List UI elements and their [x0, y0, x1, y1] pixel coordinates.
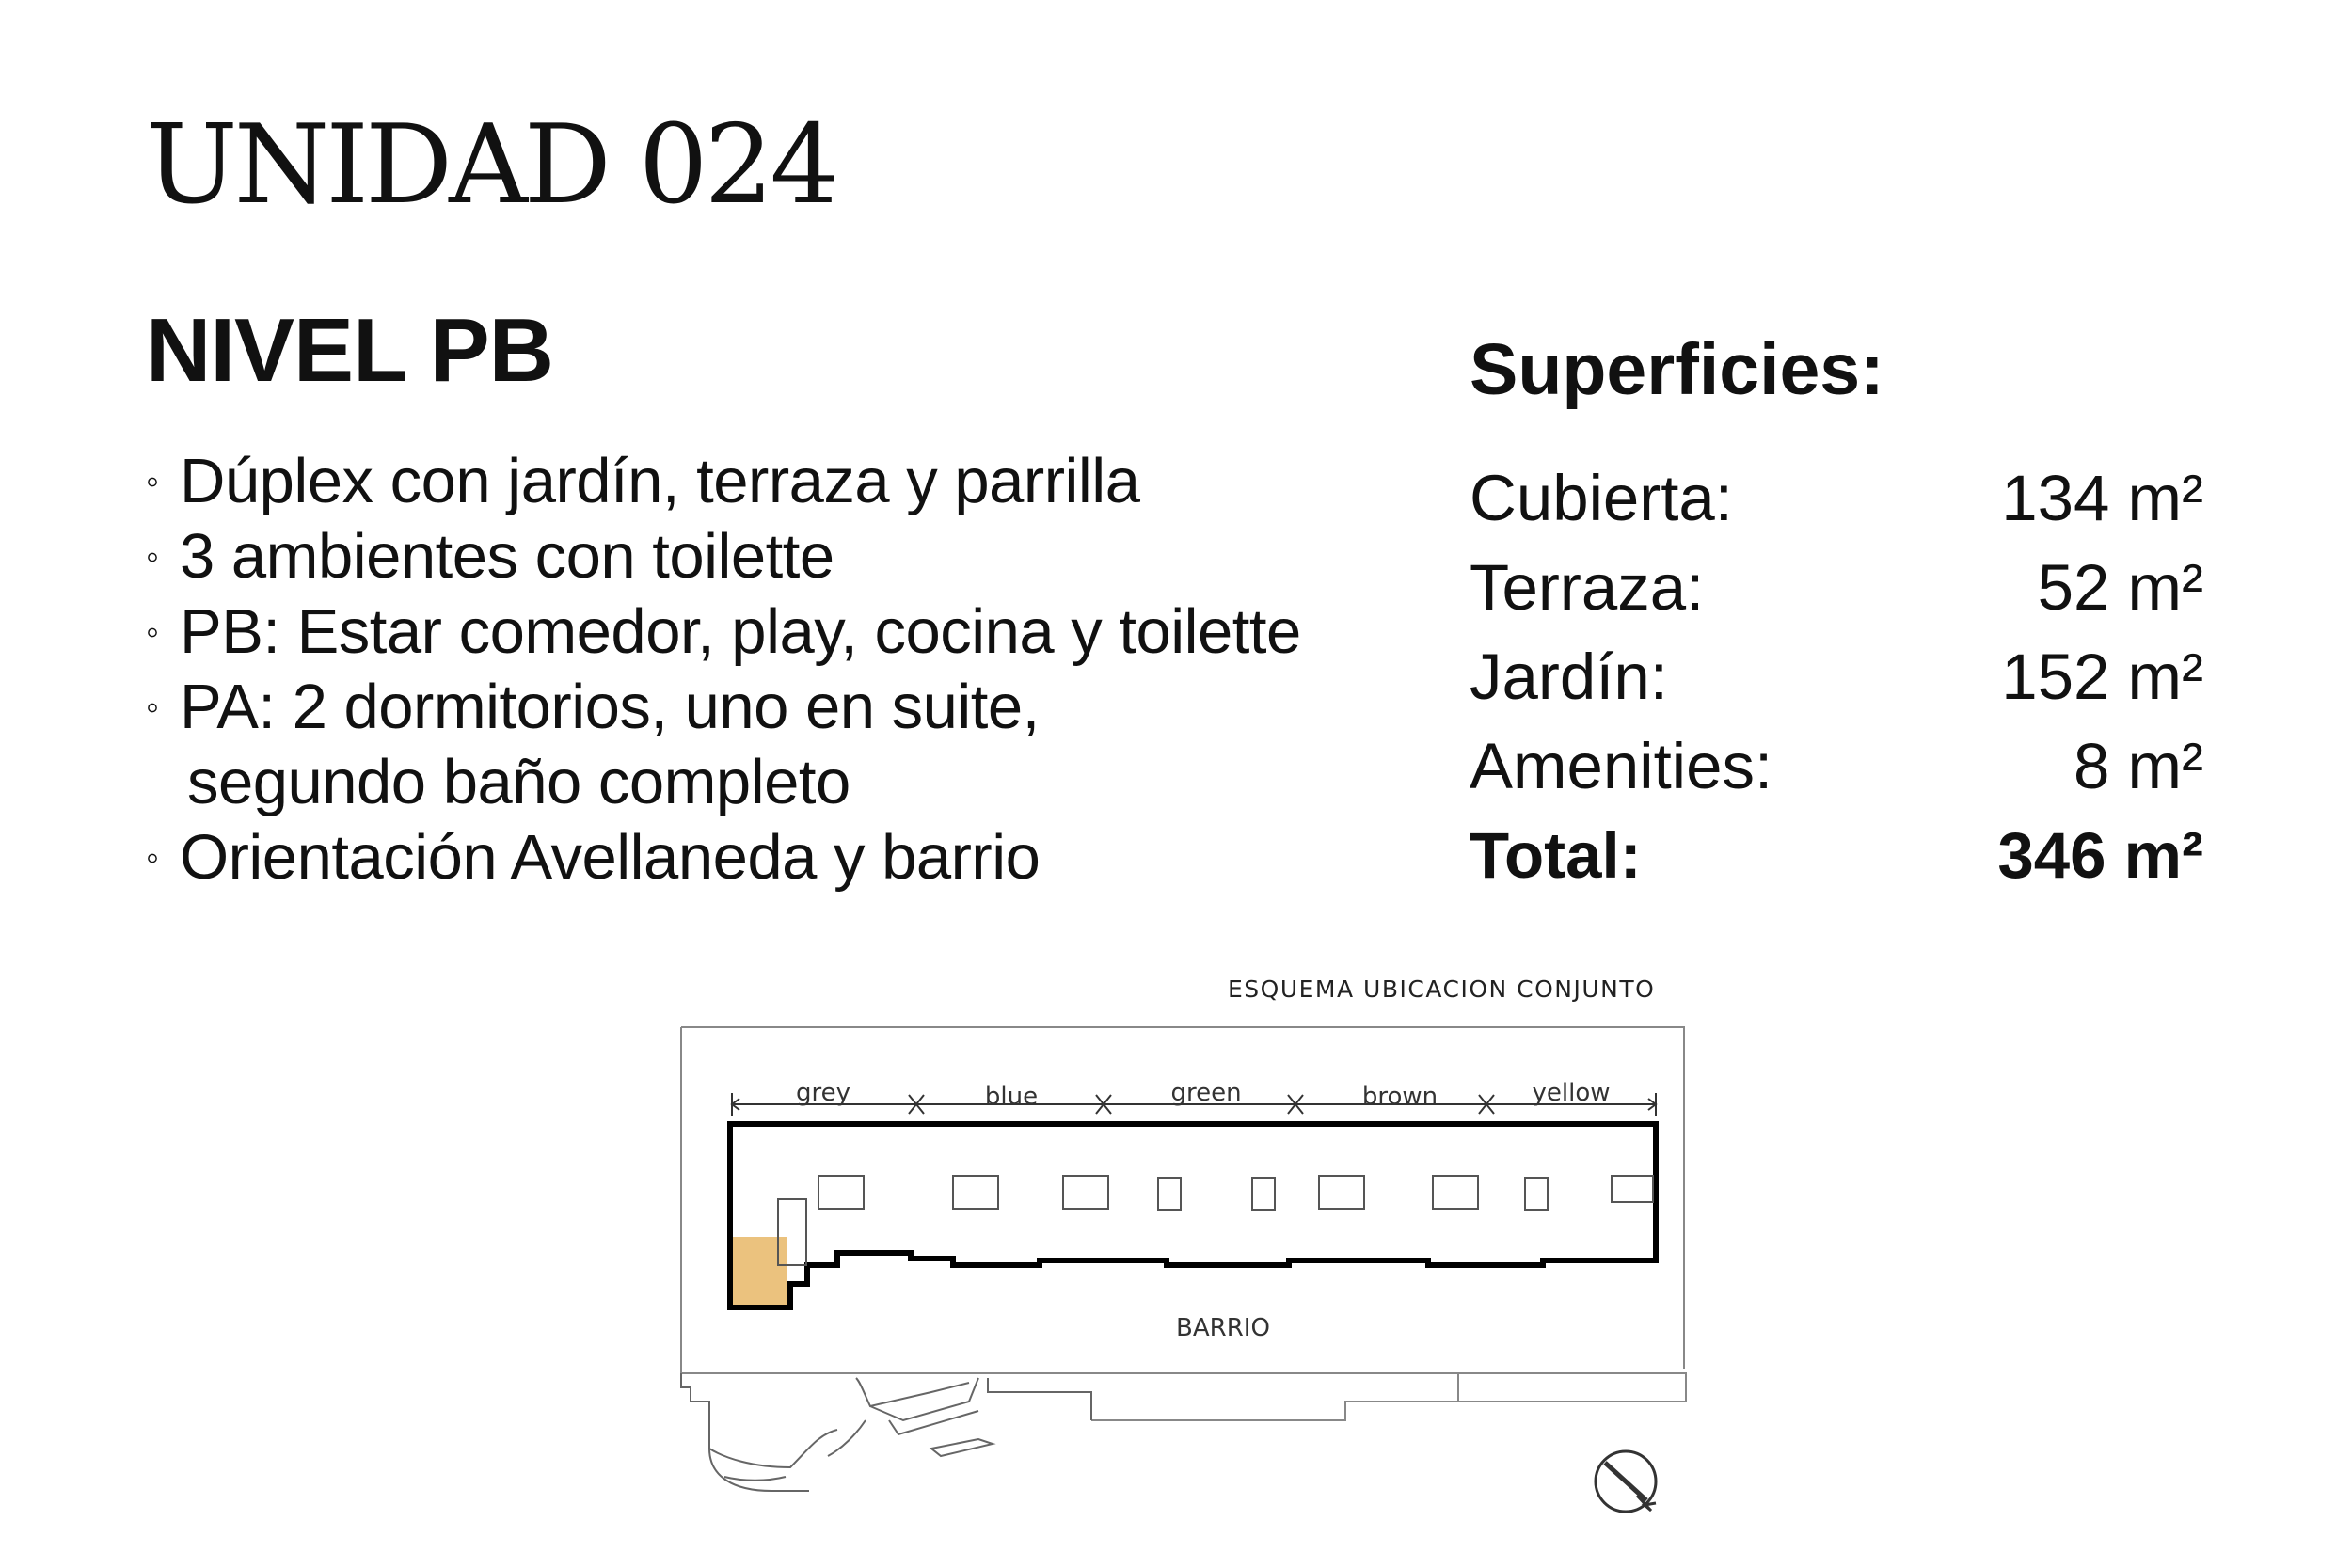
surface-value: 52 m² [2037, 551, 2203, 624]
surfaces-table [1470, 461, 2203, 908]
bullet-icon: ◦ [146, 611, 159, 653]
feature-item [146, 519, 1301, 594]
bullet-icon: ◦ [146, 536, 159, 578]
feature-text: PB: Estar comedor, play, cocina y toilette [180, 596, 1301, 667]
surface-value: 134 m² [2001, 462, 2203, 534]
unit-title: UNIDAD 024 [146, 102, 836, 229]
surfaces-title: Superficies: [1470, 329, 1884, 410]
feature-text-continued: segundo baño completo [187, 747, 850, 817]
feature-item [146, 670, 1301, 820]
level-title: NIVEL PB [146, 300, 553, 401]
feature-item [146, 594, 1301, 670]
bullet-icon: ◦ [146, 687, 159, 728]
site-plan-caption: ESQUEMA UBICACION CONJUNTO [1228, 975, 1656, 1003]
surface-total-value: 346 m² [1997, 819, 2203, 892]
surface-label: Jardín: [1470, 641, 1668, 713]
feature-item [146, 444, 1301, 519]
barrio-label: BARRIO [1176, 1314, 1270, 1342]
surface-value: 152 m² [2001, 641, 2203, 713]
feature-item [146, 820, 1301, 895]
surface-total-row [1470, 818, 2203, 908]
bullet-icon: ◦ [146, 461, 159, 502]
section-label-green: green [1170, 1079, 1242, 1107]
section-label-grey: grey [795, 1079, 851, 1107]
surface-label: Cubierta: [1470, 462, 1733, 534]
feature-text: Orientación Avellaneda y barrio [180, 822, 1041, 893]
surface-label: Terraza: [1470, 551, 1705, 624]
surface-label: Amenities: [1470, 730, 1773, 802]
building-footprint [730, 1124, 1656, 1307]
feature-list [146, 444, 1301, 895]
surface-row [1470, 640, 2203, 729]
feature-text: Dúplex con jardín, terraza y parrilla [180, 446, 1140, 516]
surface-row [1470, 729, 2203, 818]
surface-total-label: Total: [1470, 819, 1642, 892]
north-arrow-icon [1596, 1451, 1656, 1512]
bullet-icon: ◦ [146, 837, 159, 879]
surface-row [1470, 461, 2203, 550]
feature-text: 3 ambientes con toilette [180, 521, 834, 592]
surface-row [1470, 550, 2203, 640]
feature-text: PA: 2 dormitorios, uno en suite, [180, 672, 1040, 742]
surface-value: 8 m² [2074, 730, 2203, 802]
section-label-blue: blue [984, 1083, 1039, 1111]
section-label-brown: brown [1361, 1083, 1438, 1111]
section-label-yellow: yellow [1532, 1079, 1611, 1107]
site-plan [668, 1006, 1703, 1533]
street-access [681, 1373, 1091, 1491]
